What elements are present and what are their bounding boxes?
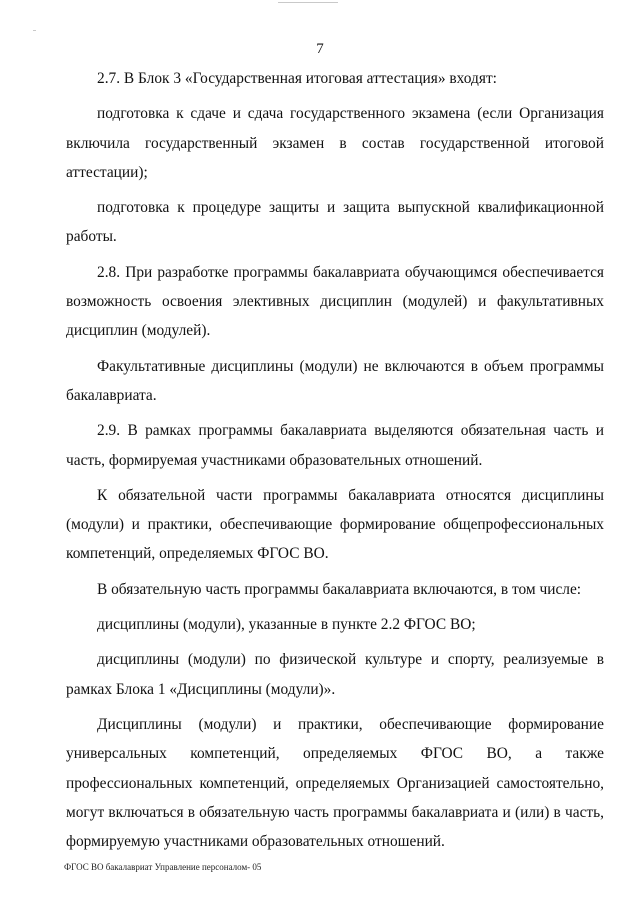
page-number: 7 [316,41,324,57]
footer-note: ФГОС ВО бакалавриат Управление персоналом- 05 [64,862,262,872]
paragraph-mandatory-includes: В обязательную часть программы бакалавриата включаются, в том числе: [97,580,582,598]
scan-mark [33,30,36,31]
paragraph-physical-culture: дисциплины (модули) по физической культуре и спорту, реализуемые в рамках Блока 1 «Дисциплины (модули)». [66,651,604,698]
paragraph-competences: Дисциплины (модули) и практики, обеспечивающие формирование универсальных компетенций, определяемых ФГОС ВО, а также профессиональных компетенций, определяемых Организацией самостоятельно, могут включаться в обязательную часть программы бакалавриата и (или) в часть, формируемую участниками образовательных отношений. [66,715,604,851]
paragraph-thesis-defense: подготовка к процедуре защиты и защита выпускной квалификационной работы. [66,199,604,246]
paragraph-optional-disciplines: Факультативные дисциплины (модули) не включаются в объем программы бакалавриата. [66,357,604,404]
paragraph-2-8: 2.8. При разработке программы бакалавриата обучающимся обеспечивается возможность освоения элективных дисциплин (модулей) и факультативных дисциплин (модулей). [66,263,604,340]
paragraph-disciplines-2-2: дисциплины (модули), указанные в пункте 2.2 ФГОС ВО; [97,616,476,634]
document-body [66,64,604,856]
paragraph-2-7: 2.7. В Блок 3 «Государственная итоговая аттестация» входят: [97,70,497,87]
paragraph-2-9: 2.9. В рамках программы бакалавриата выделяются обязательная часть и часть, формируемая участниками образовательных отношений. [66,422,604,469]
scan-mark [278,2,338,3]
paragraph-state-exam: подготовка к сдаче и сдача государственного экзамена (если Организация включила государственный экзамен в состав государственной итоговой аттестации); [66,105,604,181]
paragraph-mandatory-part: К обязательной части программы бакалавриата относятся дисциплины (модули) и практики, обеспечивающие формирование общепрофессиональных компетенций, определяемых ФГОС ВО. [66,486,604,563]
